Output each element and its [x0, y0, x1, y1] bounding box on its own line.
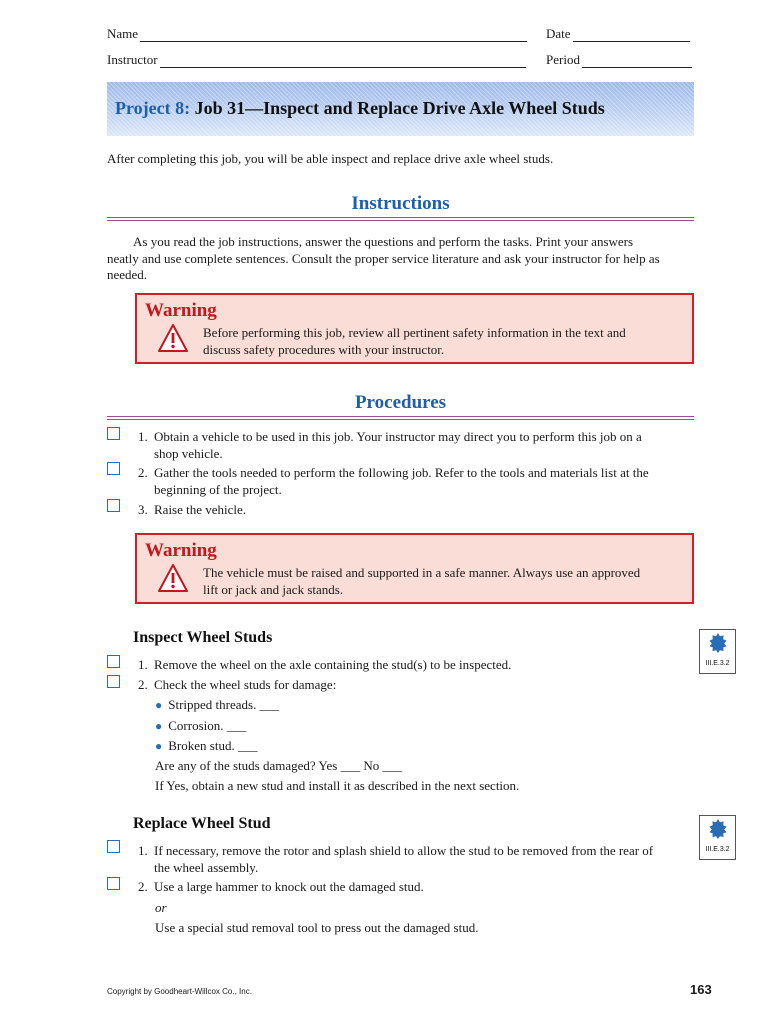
replace-step — [138, 843, 698, 876]
step-text — [154, 465, 649, 498]
period-label: Period — [546, 52, 580, 67]
warning-triangle-icon — [157, 563, 189, 593]
bullet-text: Corrosion. ___ — [168, 718, 247, 733]
warning-line: The vehicle must be raised and supported in a safe manner. Always use an approved — [203, 565, 641, 580]
instructions-line: needed. — [107, 267, 148, 282]
project-label: Project 8: — [115, 98, 191, 118]
step-number: 1. — [138, 657, 148, 672]
step-line: Raise the vehicle. — [154, 502, 247, 517]
procedure-step — [138, 429, 698, 462]
bullet-dot: ● — [155, 719, 163, 733]
replace-step — [138, 879, 698, 896]
step-line: beginning of the project. — [154, 481, 282, 497]
instructor-field[interactable] — [107, 52, 526, 68]
inspect-step — [138, 677, 678, 694]
procedures-title: Procedures — [354, 392, 447, 413]
damage-followup: If Yes, obtain a new stud and install it as described in the next section. — [155, 778, 520, 793]
warning-triangle-icon — [157, 323, 189, 353]
certification-seal-icon — [708, 633, 728, 653]
warning-line: Before performing this job, review all pertinent safety information in the text and — [203, 325, 626, 340]
step-text — [154, 843, 653, 876]
period-line[interactable] — [582, 56, 692, 68]
warning-text — [203, 325, 673, 358]
step-text — [154, 429, 642, 462]
step-text: Use a large hammer to knock out the damaged stud. — [154, 879, 424, 894]
bullet-text: Stripped threads. ___ — [168, 697, 280, 712]
instructions-text — [107, 234, 694, 284]
step-text: Check the wheel studs for damage: — [154, 677, 337, 692]
date-label: Date — [546, 26, 571, 41]
instructions-line: As you read the job instructions, answer the questions and perform the tasks. Print your answers — [133, 234, 634, 249]
date-field[interactable] — [546, 26, 690, 42]
or-connector: or — [155, 900, 167, 915]
instructions-line: neatly and use complete sentences. Consult the proper service literature and ask your instructor for help as — [107, 250, 660, 266]
warning-line: discuss safety procedures with your instructor. — [203, 341, 445, 357]
task-code: III.E.3.2 — [705, 660, 730, 667]
step-checkbox[interactable] — [107, 840, 120, 853]
alternative-step: Use a special stud removal tool to press out the damaged stud. — [155, 920, 479, 935]
step-line: shop vehicle. — [154, 445, 223, 461]
inspect-step — [138, 657, 678, 674]
step-line: If necessary, remove the rotor and splash shield to allow the stud to be removed from the rear of — [154, 843, 654, 858]
instructor-label: Instructor — [107, 52, 158, 67]
procedures-rule — [107, 416, 694, 420]
date-line[interactable] — [573, 30, 690, 42]
instructions-rule — [107, 217, 694, 221]
page-number: 163 — [690, 982, 712, 997]
step-number: 2. — [138, 677, 148, 692]
instructor-line[interactable] — [160, 56, 526, 68]
damage-bullet — [155, 697, 279, 713]
copyright-text: Copyright by Goodheart-Willcox Co., Inc. — [107, 987, 252, 996]
name-label: Name — [107, 26, 139, 41]
warning-box — [135, 293, 694, 364]
warning-title: Warning — [145, 300, 217, 321]
intro-text: After completing this job, you will be able inspect and replace drive axle wheel studs. — [107, 151, 554, 166]
bullet-dot: ● — [155, 698, 163, 712]
step-number: 2. — [138, 465, 148, 480]
step-checkbox[interactable] — [107, 427, 120, 440]
task-code: III.E.3.2 — [705, 846, 730, 853]
step-number: 1. — [138, 843, 148, 858]
banner-title — [115, 98, 605, 119]
certification-seal-icon — [708, 819, 728, 839]
bullet-text: Broken stud. ___ — [168, 738, 258, 753]
step-checkbox[interactable] — [107, 462, 120, 475]
warning-box — [135, 533, 694, 604]
step-text — [154, 502, 246, 519]
step-checkbox[interactable] — [107, 499, 120, 512]
damage-bullet — [155, 718, 246, 734]
warning-line: lift or jack and jack stands. — [203, 581, 344, 597]
step-text: Remove the wheel on the axle containing the stud(s) to be inspected. — [154, 657, 512, 672]
project-banner — [107, 82, 694, 136]
task-badge — [699, 629, 736, 674]
replace-heading: Replace Wheel Stud — [133, 815, 271, 832]
procedure-step — [138, 502, 698, 519]
warning-title: Warning — [145, 540, 217, 561]
period-field[interactable] — [546, 52, 692, 68]
step-checkbox[interactable] — [107, 655, 120, 668]
task-badge — [699, 815, 736, 860]
damage-question: Are any of the studs damaged? Yes ___ No ___ — [155, 758, 402, 773]
step-checkbox[interactable] — [107, 877, 120, 890]
name-line[interactable] — [140, 30, 527, 42]
bullet-dot: ● — [155, 739, 163, 753]
damage-bullet — [155, 738, 257, 754]
step-number: 1. — [138, 429, 148, 444]
step-number: 3. — [138, 502, 148, 517]
job-title: Job 31—Inspect and Replace Drive Axle Wheel Studs — [194, 98, 605, 118]
step-line: Obtain a vehicle to be used in this job. Your instructor may direct you to perform this job on a — [154, 429, 642, 444]
inspect-heading: Inspect Wheel Studs — [133, 629, 273, 646]
procedure-step — [138, 465, 698, 498]
step-line: Gather the tools needed to perform the following job. Refer to the tools and materials list at the — [154, 465, 649, 480]
instructions-title: Instructions — [351, 193, 450, 214]
step-number: 2. — [138, 879, 148, 894]
step-checkbox[interactable] — [107, 675, 120, 688]
warning-text — [203, 565, 673, 598]
name-field[interactable] — [107, 26, 527, 42]
step-line: the wheel assembly. — [154, 859, 259, 875]
